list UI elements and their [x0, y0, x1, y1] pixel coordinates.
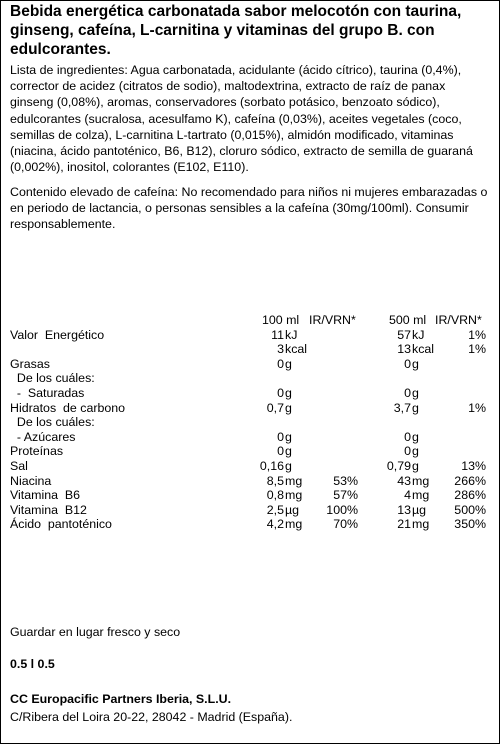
- ir-percent-500ml: 350%: [454, 517, 486, 532]
- value-100ml: 0,8: [266, 488, 284, 503]
- unit-100ml: mg: [285, 473, 303, 488]
- nutrition-row: [0, 430, 500, 445]
- header-ir-500ml: IR/VRN*: [435, 313, 482, 327]
- unit-500ml: g: [412, 458, 419, 473]
- header-per-500ml: 500 ml: [389, 313, 427, 327]
- ingredients-list: Lista de ingredientes: Agua carbonatada, acidulante (ácido cítrico), taurina (0,4%), corrector de acidez (citratos de sodio), maltodextrina, extracto de raíz de panax ginseng (0,08%), aromas, conservadores (sorbato potásico, benzoato sódico), edulcorantes (sucralosa, acesulfamo K), cafeína (0,03%), aceites vegetales (coco, semillas de colza), L-carnitina L-tartrato (0,015%), almidón modificado, vitaminas (niacina, ácido pantoténico, B6, B12), cloruro sódico, extracto de semilla de guaraná (0,002%), inositol, colorantes (E102, E110).: [10, 63, 473, 175]
- header-ir-100ml: IR/VRN*: [309, 313, 356, 327]
- unit-100ml: mg: [285, 517, 303, 532]
- ir-percent-100ml: 100%: [326, 502, 358, 517]
- value-500ml: 0: [404, 356, 411, 371]
- nutrition-row: [0, 415, 500, 430]
- nutrient-label: Vitamina B6: [10, 488, 81, 503]
- nutrition-row: [0, 401, 500, 416]
- unit-100ml: g: [285, 429, 292, 444]
- value-500ml: 57: [397, 327, 411, 342]
- nutrition-row: [0, 503, 500, 518]
- unit-500ml: mg: [412, 517, 430, 532]
- unit-100ml: g: [285, 458, 292, 473]
- nutrient-label: Niacina: [10, 473, 52, 488]
- ir-percent-500ml: 1%: [468, 327, 486, 342]
- value-500ml: 13: [397, 502, 411, 517]
- company-name: CC Europacific Partners Iberia, S.L.U.: [10, 692, 232, 706]
- nutrition-row: [0, 386, 500, 401]
- nutrient-label: Proteínas: [10, 444, 64, 459]
- nutrition-header-row: [0, 313, 500, 328]
- value-100ml: 0,16: [259, 458, 284, 473]
- nutrient-label: Valor Energético: [10, 327, 105, 342]
- unit-100ml: mg: [285, 488, 303, 503]
- value-100ml: 0,7: [266, 400, 284, 415]
- unit-500ml: g: [412, 385, 419, 400]
- net-volume: 0.5 l 0.5: [10, 657, 55, 671]
- nutrition-row: [0, 517, 500, 532]
- ir-percent-500ml: 13%: [461, 458, 486, 473]
- ir-percent-100ml: 53%: [333, 473, 358, 488]
- nutrient-label: Grasas: [10, 356, 50, 371]
- nutrition-row: [0, 357, 500, 372]
- value-100ml: 3: [277, 342, 284, 357]
- nutrition-row: [0, 474, 500, 489]
- ir-percent-500ml: 286%: [454, 488, 486, 503]
- value-100ml: 8,5: [266, 473, 284, 488]
- nutrient-label: De los cuáles:: [10, 415, 95, 430]
- unit-500ml: g: [412, 400, 419, 415]
- nutrition-row: [0, 488, 500, 503]
- nutrient-label: De los cuáles:: [10, 371, 95, 386]
- ir-percent-100ml: 57%: [333, 488, 358, 503]
- value-500ml: 0: [404, 385, 411, 400]
- ir-percent-500ml: 1%: [468, 400, 486, 415]
- nutrition-row: [0, 328, 500, 343]
- unit-500ml: g: [412, 444, 419, 459]
- ir-percent-500ml: 266%: [454, 473, 486, 488]
- nutrition-row: [0, 459, 500, 474]
- value-500ml: 4: [404, 488, 411, 503]
- nutrient-label: Sal: [10, 458, 28, 473]
- unit-500ml: mg: [412, 473, 430, 488]
- unit-100ml: µg: [285, 502, 300, 517]
- caffeine-warning: Contenido elevado de cafeína: No recomendado para niños ni mujeres embarazadas o en periodo de lactancia, o personas sensibles a la cafeína (30mg/100ml). Consumir responsablemente.: [10, 185, 488, 231]
- company-address: C/Ribera del Loira 20-22, 28042 - Madrid (España).: [10, 710, 293, 724]
- ir-percent-500ml: 1%: [468, 342, 486, 357]
- value-100ml: 11: [271, 327, 284, 342]
- storage-instructions: Guardar en lugar fresco y seco: [10, 625, 181, 639]
- nutrition-row: [0, 342, 500, 357]
- nutrition-rows: [0, 328, 500, 532]
- value-500ml: 43: [397, 473, 411, 488]
- unit-100ml: g: [285, 444, 292, 459]
- nutrition-row: [0, 371, 500, 386]
- nutrient-label: - Saturadas: [10, 385, 85, 400]
- unit-100ml: g: [285, 356, 292, 371]
- value-500ml: 0: [404, 429, 411, 444]
- nutrient-label: Ácido pantoténico: [10, 517, 112, 532]
- nutrient-label: Hidratos de carbono: [10, 400, 126, 415]
- value-100ml: 4,2: [266, 517, 284, 532]
- value-500ml: 0: [404, 444, 411, 459]
- value-500ml: 0,79: [386, 458, 411, 473]
- nutrient-label: - Azúcares: [10, 429, 76, 444]
- unit-500ml: kJ: [412, 327, 425, 342]
- unit-100ml: kJ: [285, 327, 298, 342]
- unit-500ml: mg: [412, 488, 430, 503]
- value-100ml: 0: [277, 429, 284, 444]
- nutrition-table: [0, 313, 500, 532]
- value-500ml: 21: [397, 517, 411, 532]
- nutrition-row: [0, 444, 500, 459]
- value-500ml: 3,7: [393, 400, 411, 415]
- unit-500ml: g: [412, 356, 419, 371]
- unit-100ml: g: [285, 400, 292, 415]
- unit-500ml: g: [412, 429, 419, 444]
- product-title: Bebida energética carbonatada sabor melocotón con taurina, ginseng, cafeína, L-carnitina y vitaminas del grupo B. con edulcorantes.: [10, 3, 462, 58]
- value-100ml: 0: [277, 385, 284, 400]
- unit-100ml: kcal: [285, 342, 308, 357]
- ir-percent-100ml: 70%: [333, 517, 358, 532]
- unit-500ml: µg: [412, 502, 427, 517]
- nutrient-label: Vitamina B12: [10, 502, 87, 517]
- ir-percent-500ml: 500%: [454, 502, 486, 517]
- value-100ml: 0: [277, 356, 284, 371]
- unit-100ml: g: [285, 385, 292, 400]
- value-100ml: 0: [277, 444, 284, 459]
- header-per-100ml: 100 ml: [262, 313, 300, 327]
- value-500ml: 13: [397, 342, 411, 357]
- value-100ml: 2,5: [266, 502, 284, 517]
- unit-500ml: kcal: [412, 342, 435, 357]
